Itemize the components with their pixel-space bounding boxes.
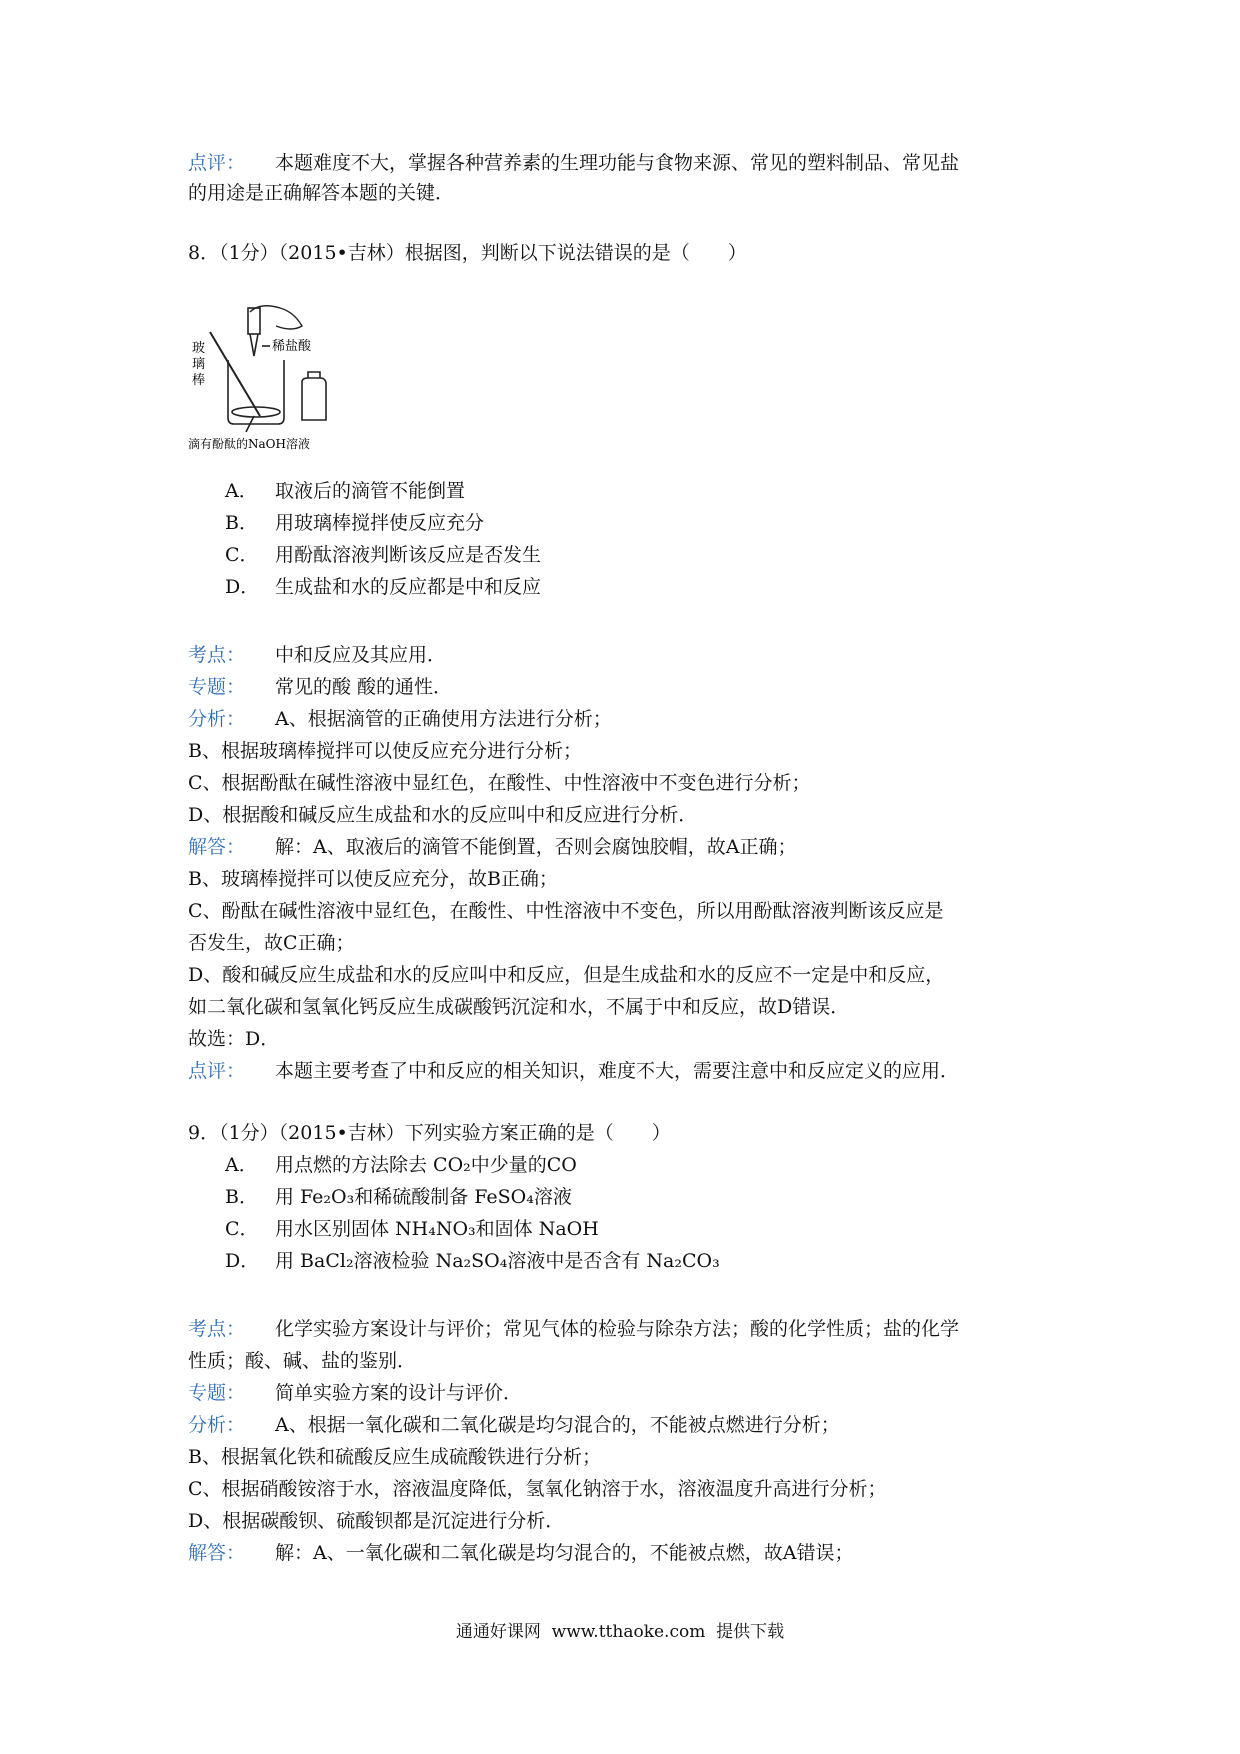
fig-label-acid: 稀盐酸 bbox=[272, 339, 312, 354]
q9-jieda: 解答： 解：A、一氧化碳和二氧化碳是均匀混合的，不能被点燃，故A错误； bbox=[188, 1542, 854, 1564]
q9-kaodian-line: 性质；酸、碱、盐的鉴别． bbox=[188, 1350, 417, 1372]
q8-jieda-line: 否发生，故C正确； bbox=[188, 932, 355, 954]
q8-jieda-line: C、酚酞在碱性溶液中显红色，在酸性、中性溶液中不变色，所以用酚酞溶液判断该反应是 bbox=[188, 900, 944, 922]
q8-option-a: A． 取液后的滴管不能倒置 bbox=[225, 480, 466, 502]
q8-jieda-line: 故选：D． bbox=[188, 1028, 280, 1050]
fig-label-solution: 滴有酚酞的NaOH溶液 bbox=[188, 437, 310, 451]
q8-kaodian: 考点： 中和反应及其应用． bbox=[188, 644, 447, 666]
q8-option-c: C． 用酚酞溶液判断该反应是否发生 bbox=[225, 544, 542, 566]
q9-option-c: C． 用水区别固体 NH₄NO₃和固体 NaOH bbox=[225, 1218, 599, 1240]
q9-title: 9．（1分）（2015•吉林）下列实验方案正确的是（ ） bbox=[188, 1122, 671, 1144]
fig-label-rod-1: 玻 bbox=[192, 341, 206, 356]
q8-jieda: 解答： 解：A、取液后的滴管不能倒置，否则会腐蚀胶帽，故A正确； bbox=[188, 836, 797, 858]
top-review-line2: 的用途是正确解答本题的关键． bbox=[188, 182, 455, 204]
q8-option-b: B． 用玻璃棒搅拌使反应充分 bbox=[225, 512, 485, 534]
q8-jieda-line: 如二氧化碳和氢氧化钙反应生成碳酸钙沉淀和水，不属于中和反应，故D错误． bbox=[188, 996, 850, 1018]
q9-fenxi-line: C、根据硝酸铵溶于水，溶液温度降低，氢氧化钠溶于水，溶液温度升高进行分析； bbox=[188, 1478, 887, 1500]
q8-fenxi: 分析： A、根据滴管的正确使用方法进行分析； bbox=[188, 708, 612, 730]
q8-jieda-line: B、玻璃棒搅拌可以使反应充分，故B正确； bbox=[188, 868, 558, 890]
q9-option-a: A． 用点燃的方法除去 CO₂中少量的CO bbox=[225, 1154, 577, 1176]
q9-fenxi-line: B、根据氧化铁和硫酸反应生成硫酸铁进行分析； bbox=[188, 1446, 601, 1468]
fig-label-rod-3: 棒 bbox=[192, 373, 206, 388]
fig-label-rod-2: 璃 bbox=[192, 357, 206, 372]
q9-fenxi-line: D、根据碳酸钡、硫酸钡都是沉淀进行分析． bbox=[188, 1510, 565, 1532]
q8-dianping: 点评： 本题主要考查了中和反应的相关知识，难度不大，需要注意中和反应定义的应用． bbox=[188, 1060, 960, 1082]
q8-jieda-line: D、酸和碱反应生成盐和水的反应叫中和反应，但是生成盐和水的反应不一定是中和反应， bbox=[188, 964, 945, 986]
q9-option-d: D． 用 BaCl₂溶液检验 Na₂SO₄溶液中是否含有 Na₂CO₃ bbox=[225, 1250, 720, 1272]
review-label: 点评： bbox=[188, 152, 246, 174]
q9-kaodian: 考点： 化学实验方案设计与评价；常见气体的检验与除杂方法；酸的化学性质；盐的化学 bbox=[188, 1318, 960, 1340]
q8-figure bbox=[188, 300, 358, 468]
q8-fenxi-line: B、根据玻璃棒搅拌可以使反应充分进行分析； bbox=[188, 740, 582, 762]
q9-fenxi: 分析： A、根据一氧化碳和二氧化碳是均匀混合的，不能被点燃进行分析； bbox=[188, 1414, 840, 1436]
q8-zhuanti: 专题： 常见的酸 酸的通性． bbox=[188, 676, 453, 698]
q9-zhuanti: 专题： 简单实验方案的设计与评价． bbox=[188, 1382, 523, 1404]
q8-title: 8．（1分）（2015•吉林）根据图，判断以下说法错误的是（ ） bbox=[188, 242, 747, 264]
q9-option-b: B． 用 Fe₂O₃和稀硫酸制备 FeSO₄溶液 bbox=[225, 1186, 572, 1208]
top-review-line1: 点评： 本题难度不大，掌握各种营养素的生理功能与食物来源、常见的塑料制品、常见盐 bbox=[188, 152, 960, 174]
q8-option-d: D． 生成盐和水的反应都是中和反应 bbox=[225, 576, 542, 598]
q8-fenxi-line: D、根据酸和碱反应生成盐和水的反应叫中和反应进行分析． bbox=[188, 804, 698, 826]
page-footer: 通通好课网 www.tthaoke.com 提供下载 bbox=[455, 1622, 785, 1642]
q8-fenxi-line: C、根据酚酞在碱性溶液中显红色，在酸性、中性溶液中不变色进行分析； bbox=[188, 772, 811, 794]
